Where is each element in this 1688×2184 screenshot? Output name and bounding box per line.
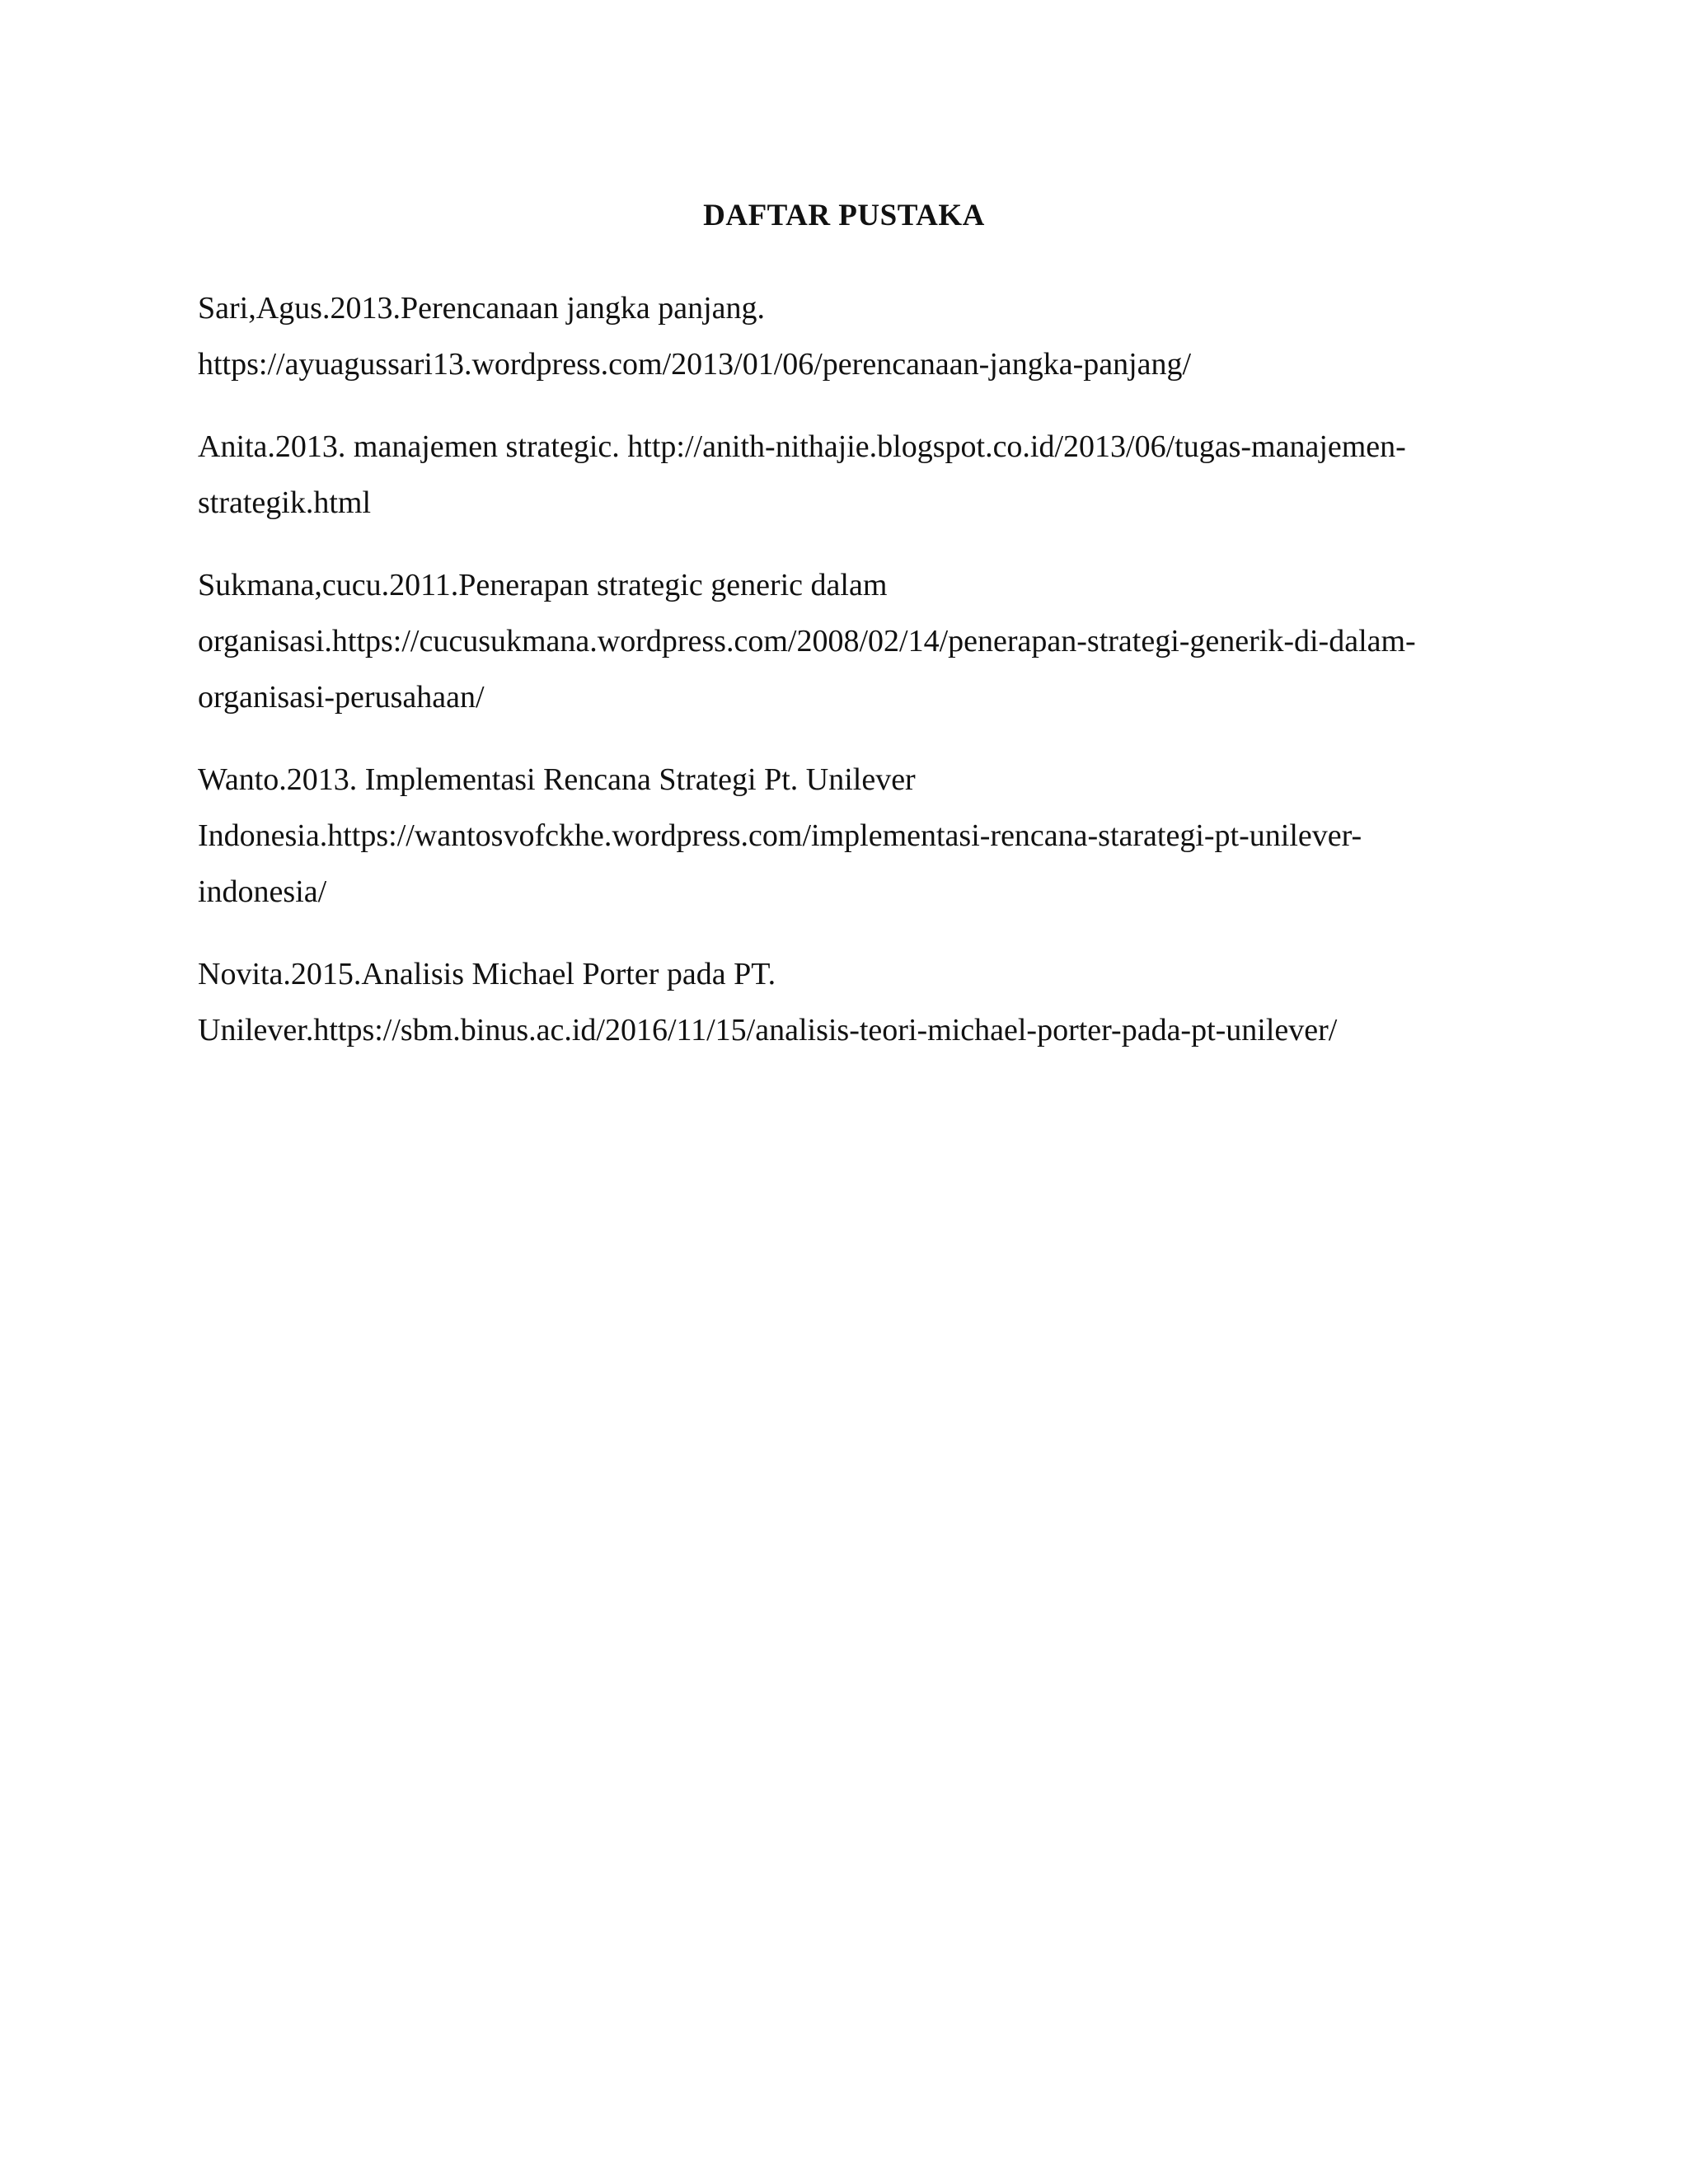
reference-entry xyxy=(198,752,1500,920)
reference-line: Novita.2015.Analisis Michael Porter pada PT. xyxy=(198,957,776,991)
reference-entry xyxy=(198,946,1500,1058)
reference-url: organisasi-perusahaan/ xyxy=(198,680,485,715)
reference-line: Sukmana,cucu.2011.Penerapan strategic generic dalam xyxy=(198,568,888,602)
page-title: DAFTAR PUSTAKA xyxy=(703,199,985,232)
reference-line: Anita.2013. manajemen strategic. http://anith-nithajie.blogspot.co.id/2013/06/tugas-manajemen- xyxy=(198,429,1406,464)
reference-entry xyxy=(198,419,1500,531)
reference-url: Indonesia.https://wantosvofckhe.wordpress.com/implementasi-rencana-starategi-pt-unilever- xyxy=(198,818,1362,853)
reference-url: Unilever.https://sbm.binus.ac.id/2016/11/15/analisis-teori-michael-porter-pada-pt-unilever/ xyxy=(198,1013,1338,1047)
reference-list xyxy=(198,280,1500,1085)
reference-url: indonesia/ xyxy=(198,874,327,909)
reference-url: https://ayuagussari13.wordpress.com/2013/01/06/perencanaan-jangka-panjang/ xyxy=(198,347,1192,382)
reference-url: organisasi.https://cucusukmana.wordpress.com/2008/02/14/penerapan-strategi-generik-di-dalam- xyxy=(198,624,1416,658)
reference-entry xyxy=(198,557,1500,725)
reference-line: Wanto.2013. Implementasi Rencana Strategi Pt. Unilever xyxy=(198,762,916,797)
reference-entry xyxy=(198,280,1500,392)
reference-url: strategik.html xyxy=(198,485,372,520)
reference-line: Sari,Agus.2013.Perencanaan jangka panjang. xyxy=(198,291,766,326)
